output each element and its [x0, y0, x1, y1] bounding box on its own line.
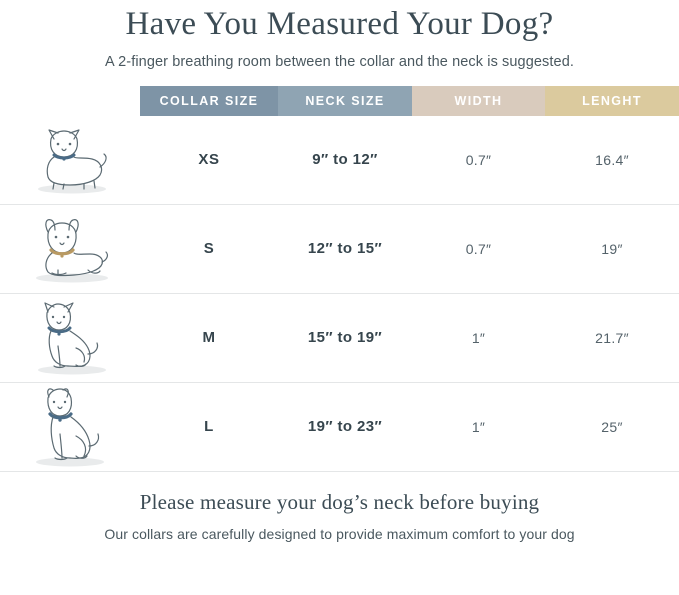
width-value: 1″ [412, 293, 545, 382]
neck-size-value: 9″ to 12″ [278, 116, 412, 205]
length-value: 25″ [545, 382, 679, 471]
dog-illustration-cell [0, 116, 140, 205]
width-value: 0.7″ [412, 116, 545, 205]
size-table-container [0, 86, 679, 472]
width-value: 1″ [412, 382, 545, 471]
dog-illustration-cell [0, 204, 140, 293]
table-row [0, 293, 679, 382]
column-header-width: WIDTH [412, 86, 545, 116]
collar-size-value: XS [140, 116, 278, 205]
page-subtitle: A 2-finger breathing room between the collar and the neck is suggested. [105, 53, 574, 70]
collar-size-value: L [140, 382, 278, 471]
table-body [0, 116, 679, 472]
dog-illustration-cell [0, 382, 140, 471]
neck-size-value: 15″ to 19″ [278, 293, 412, 382]
size-chart-page [0, 6, 679, 595]
collar-size-value: M [140, 293, 278, 382]
dog-sitting-icon [0, 294, 140, 382]
column-header-collar-size: COLLAR SIZE [140, 86, 278, 116]
page-title: Have You Measured Your Dog? [125, 6, 554, 42]
table-row [0, 204, 679, 293]
table-row [0, 116, 679, 205]
footer-subtext: Our collars are carefully designed to provide maximum comfort to your dog [104, 525, 575, 542]
dog-illustration-cell [0, 293, 140, 382]
size-table [0, 86, 679, 472]
table-header-row [0, 86, 679, 116]
width-value: 0.7″ [412, 204, 545, 293]
column-header-image [0, 86, 140, 116]
column-header-length: LENGHT [545, 86, 679, 116]
footer-headline: Please measure your dog’s neck before buying [139, 489, 540, 514]
table-row [0, 382, 679, 471]
table-header [0, 86, 679, 116]
dog-sitting-large-icon [0, 383, 140, 471]
neck-size-value: 12″ to 15″ [278, 204, 412, 293]
collar-size-value: S [140, 204, 278, 293]
length-value: 21.7″ [545, 293, 679, 382]
dog-lying-icon [0, 205, 140, 293]
length-value: 16.4″ [545, 116, 679, 205]
column-header-neck-size: NECK SIZE [278, 86, 412, 116]
dog-standing-small-icon [0, 116, 140, 204]
footer [0, 490, 679, 542]
length-value: 19″ [545, 204, 679, 293]
neck-size-value: 19″ to 23″ [278, 382, 412, 471]
